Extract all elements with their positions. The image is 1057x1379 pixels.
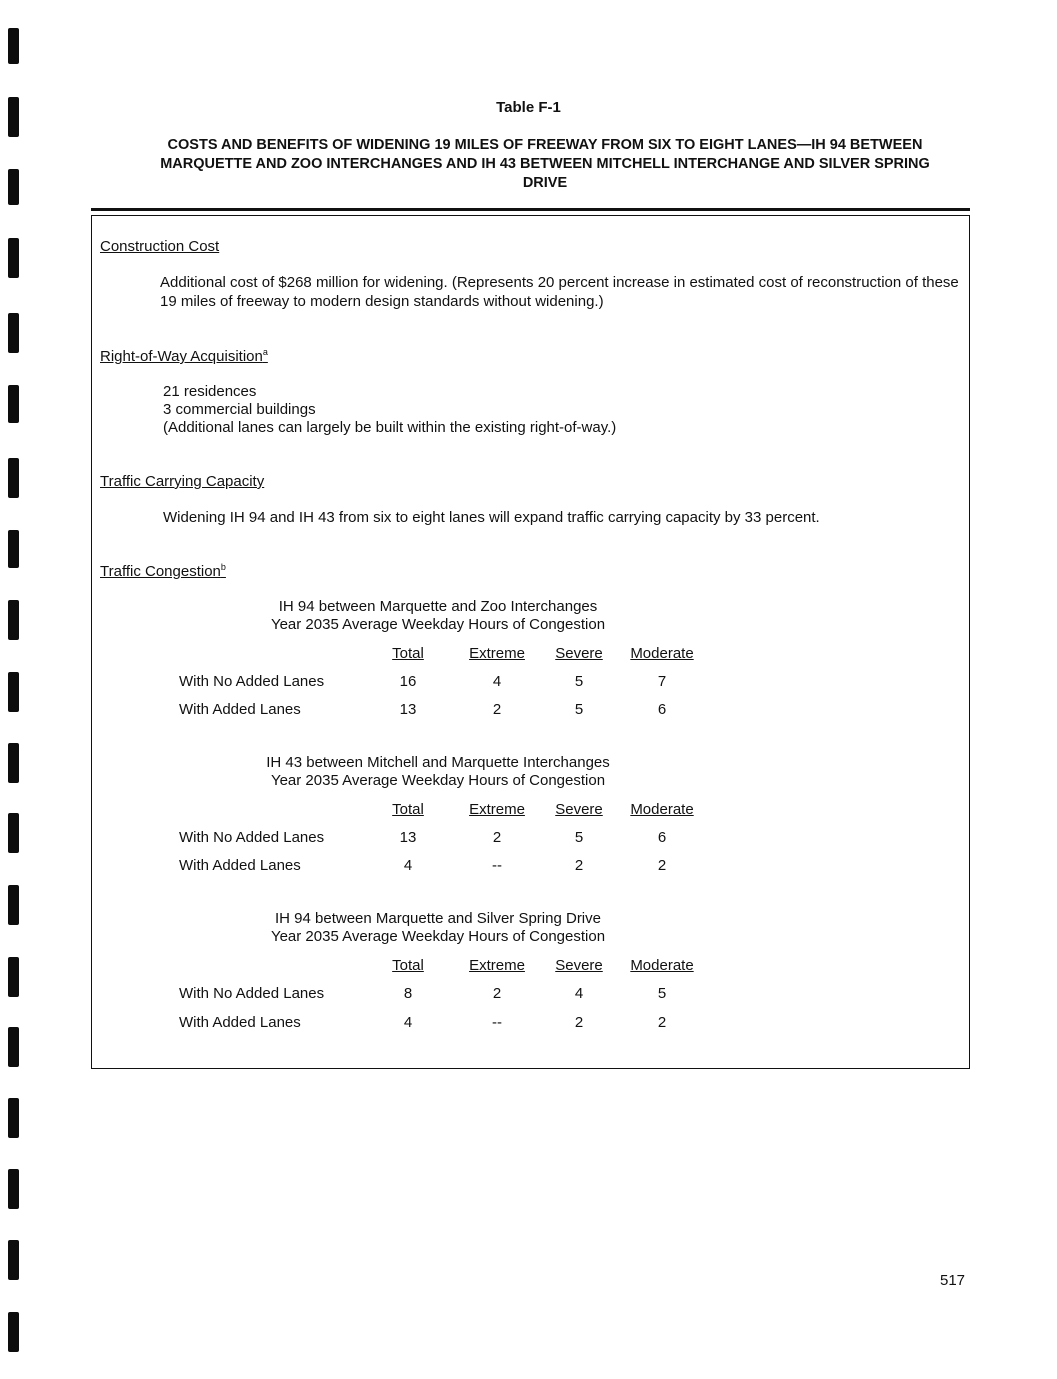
cell-extreme: 2: [492, 985, 502, 1002]
cell-severe: 5: [574, 701, 584, 718]
column-header-moderate: Moderate: [630, 645, 694, 662]
column-header-total: Total: [392, 645, 424, 662]
page-number: 517: [940, 1272, 966, 1289]
section-traffic-congestion: [100, 562, 226, 580]
footnote-marker-b: b: [220, 562, 226, 572]
column-header-total: Total: [392, 957, 424, 974]
cell-severe: 5: [574, 673, 584, 690]
cell-extreme: --: [492, 857, 502, 874]
section-right-of-way: [100, 347, 268, 365]
column-header-extreme: Extreme: [469, 957, 525, 974]
right-of-way-commercial: 3 commercial buildings: [163, 401, 316, 418]
column-header-severe: Severe: [555, 801, 603, 818]
cell-moderate: 5: [657, 985, 667, 1002]
cell-total: 4: [403, 1014, 413, 1031]
cell-extreme: --: [492, 1014, 502, 1031]
cell-severe: 2: [574, 1014, 584, 1031]
congestion-table-3-subtitle: Year 2035 Average Weekday Hours of Congestion: [270, 928, 606, 945]
binder-mark: [8, 743, 19, 783]
congestion-table-1-subtitle: Year 2035 Average Weekday Hours of Congestion: [270, 616, 606, 633]
cell-total: 13: [399, 701, 417, 718]
table-title: Table F-1: [496, 99, 561, 116]
binder-mark: [8, 313, 19, 353]
cell-moderate: 6: [657, 701, 667, 718]
right-of-way-note: (Additional lanes can largely be built within the existing right-of-way.): [163, 419, 617, 436]
column-header-moderate: Moderate: [630, 957, 694, 974]
binder-mark: [8, 1169, 19, 1209]
binder-mark: [8, 1312, 19, 1352]
cell-moderate: 2: [657, 1014, 667, 1031]
congestion-table-1-title: IH 94 between Marquette and Zoo Interchanges: [278, 598, 598, 615]
cell-total: 8: [403, 985, 413, 1002]
cell-total: 16: [399, 673, 417, 690]
cell-severe: 5: [574, 829, 584, 846]
heading-rule: [91, 208, 970, 211]
column-header-moderate: Moderate: [630, 801, 694, 818]
column-header-extreme: Extreme: [469, 801, 525, 818]
binder-mark: [8, 813, 19, 853]
cell-moderate: 2: [657, 857, 667, 874]
binder-mark: [8, 458, 19, 498]
section-construction-cost: Construction Cost: [100, 238, 220, 255]
congestion-table-3-title: IH 94 between Marquette and Silver Spring Drive: [274, 910, 601, 927]
cell-moderate: 6: [657, 829, 667, 846]
binder-mark: [8, 1098, 19, 1138]
cell-severe: 4: [574, 985, 584, 1002]
column-header-severe: Severe: [555, 957, 603, 974]
binder-mark: [8, 169, 19, 205]
table-heading: COSTS AND BENEFITS OF WIDENING 19 MILES OF FREEWAY FROM SIX TO EIGHT LANES—IH 94 BETWEEN MARQUETTE AND ZOO INTERCHANGES AND IH 43 BETWEEN MITCHELL INTERCHANGE AND SILVER SPRING DRIVE: [160, 137, 930, 191]
row-label: With No Added Lanes: [179, 673, 325, 690]
cell-extreme: 4: [492, 673, 502, 690]
binder-mark: [8, 1027, 19, 1067]
section-traffic-congestion-label: Traffic Congestion: [100, 563, 221, 580]
traffic-capacity-text: Widening IH 94 and IH 43 from six to eight lanes will expand traffic carrying capacity by 33 percent.: [163, 509, 820, 526]
binder-mark: [8, 957, 19, 997]
binder-mark: [8, 885, 19, 925]
binder-mark: [8, 672, 19, 712]
binder-mark: [8, 530, 19, 568]
row-label: With Added Lanes: [179, 701, 301, 718]
cell-total: 4: [403, 857, 413, 874]
cell-extreme: 2: [492, 701, 502, 718]
construction-cost-text: Additional cost of $268 million for widening. (Represents 20 percent increase in estimated cost of reconstruction of these 19 miles of freeway to modern design standards without widening.): [160, 274, 959, 310]
binder-mark: [8, 28, 19, 64]
binder-mark: [8, 1240, 19, 1280]
cell-extreme: 2: [492, 829, 502, 846]
column-header-extreme: Extreme: [469, 645, 525, 662]
binder-mark: [8, 238, 19, 278]
cell-moderate: 7: [657, 673, 667, 690]
right-of-way-residences: 21 residences: [163, 383, 257, 400]
section-traffic-capacity: Traffic Carrying Capacity: [100, 473, 265, 490]
row-label: With No Added Lanes: [179, 985, 325, 1002]
congestion-table-2-title: IH 43 between Mitchell and Marquette Interchanges: [266, 754, 610, 771]
binder-mark: [8, 600, 19, 640]
row-label: With Added Lanes: [179, 1014, 301, 1031]
column-header-severe: Severe: [555, 645, 603, 662]
cell-severe: 2: [574, 857, 584, 874]
congestion-table-2-subtitle: Year 2035 Average Weekday Hours of Congestion: [270, 772, 606, 789]
cell-total: 13: [399, 829, 417, 846]
binder-mark: [8, 385, 19, 423]
section-right-of-way-label: Right-of-Way Acquisition: [100, 348, 263, 365]
row-label: With No Added Lanes: [179, 829, 325, 846]
row-label: With Added Lanes: [179, 857, 301, 874]
footnote-marker-a: a: [262, 347, 268, 357]
column-header-total: Total: [392, 801, 424, 818]
